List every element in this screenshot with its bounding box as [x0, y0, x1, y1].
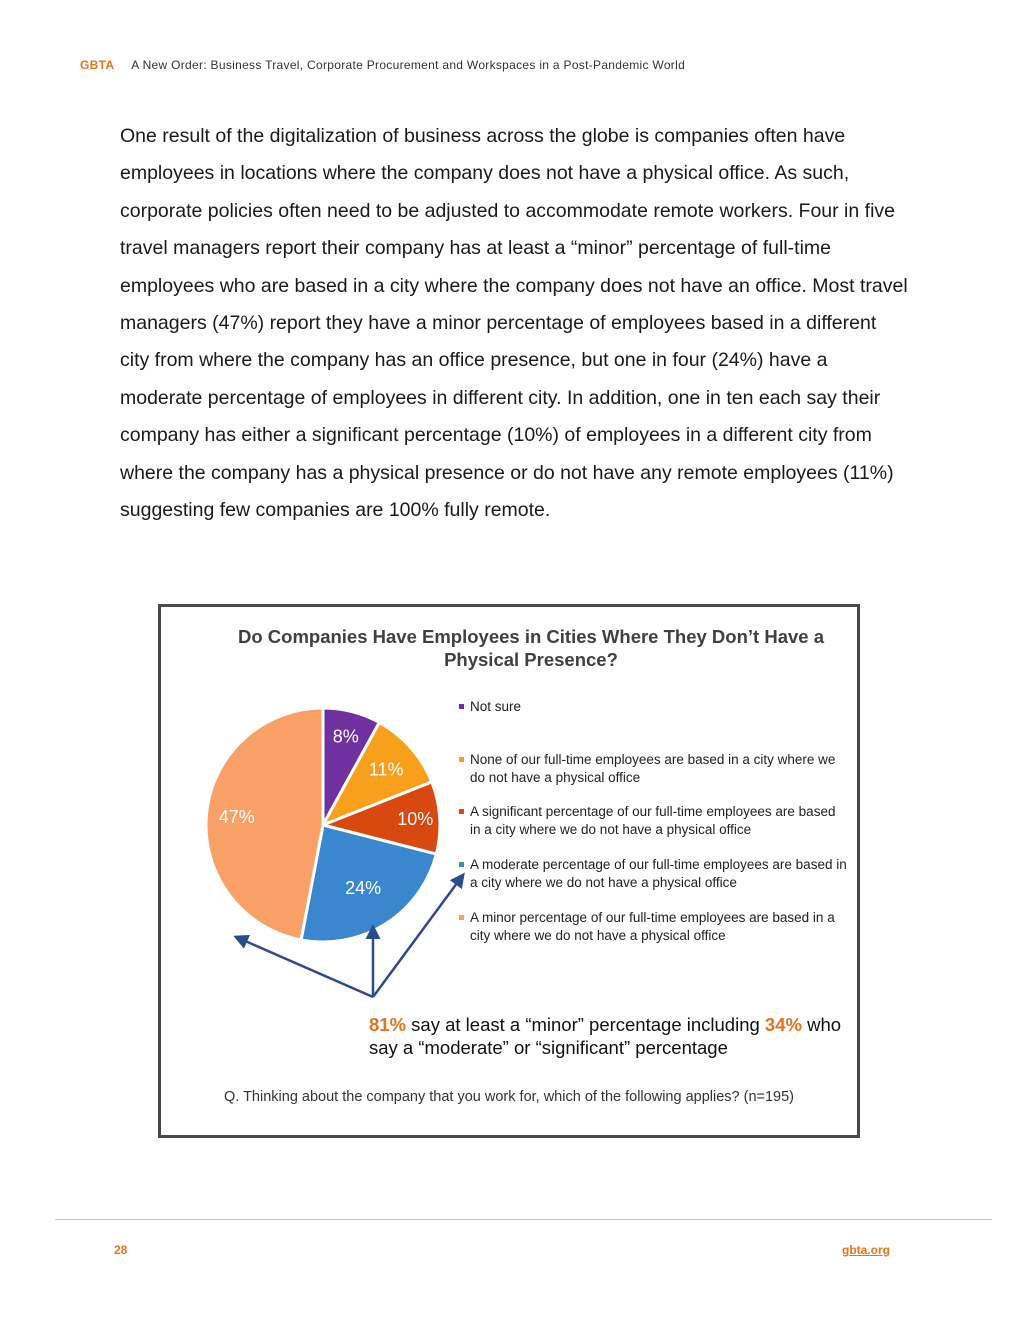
- header-document-title: A New Order: Business Travel, Corporate Procurement and Workspaces in a Post-Pandemic World: [131, 58, 686, 72]
- callout-pct-81: 81%: [369, 1014, 407, 1035]
- pie-slice-label: 8%: [332, 726, 359, 747]
- legend-swatch: [459, 862, 464, 867]
- pie-slice-label: 10%: [397, 809, 434, 830]
- page-header: [80, 58, 685, 72]
- legend-swatch: [459, 809, 464, 814]
- page-number: 28: [114, 1243, 128, 1257]
- callout-pct-34: 34%: [764, 1014, 802, 1035]
- legend-swatch: [459, 704, 464, 709]
- legend-label: A significant percentage of our full-time employees are based in a city where we do not have a physical office: [470, 804, 836, 837]
- pie-slice-label: 24%: [345, 878, 382, 899]
- legend-item: [459, 698, 849, 716]
- legend-label: Not sure: [470, 699, 522, 714]
- callout-text-1: say at least a “minor” percentage including: [406, 1014, 765, 1035]
- pie-slice-label: 11%: [368, 759, 404, 780]
- body-paragraph: One result of the digitalization of business across the globe is companies often have employees in locations where the company does not have a physical office. As such, corporate policies often need to be adjusted to accommodate remote workers. Four in five travel managers report their company has at least a “minor” percentage of full-time employees who are based in a city where the company does not have an office. Most travel managers (47%) report they have a minor percentage of employees based in a different city from where the company has an office presence, but one in four (24%) have a moderate percentage of employees in different city. In addition, one in ten each say their company has either a significant percentage (10%) of employees in a different city from where the company has a physical presence or do not have any remote employees (11%) suggesting few companies are 100% fully remote.: [120, 125, 908, 522]
- header-org: GBTA: [80, 58, 115, 72]
- legend-swatch: [459, 757, 464, 762]
- callout-arrow: [236, 937, 373, 997]
- legend-item: [459, 751, 849, 786]
- callout-text: [369, 1013, 849, 1059]
- legend-label: A minor percentage of our full-time employees are based in a city where we do not have a physical office: [470, 910, 835, 943]
- pie-slices: [206, 708, 440, 942]
- legend-swatch: [459, 915, 464, 920]
- legend-label: A moderate percentage of our full-time employees are based in a city where we do not have a physical office: [470, 857, 847, 890]
- legend-item: [459, 909, 849, 944]
- footer-divider: [55, 1219, 992, 1220]
- pie-slice-label: 47%: [218, 806, 255, 827]
- chart-container: [158, 604, 860, 1138]
- site-link[interactable]: gbta.org: [842, 1243, 890, 1257]
- legend-item: [459, 803, 849, 838]
- chart-title: Do Companies Have Employees in Cities Where They Don’t Have a Physical Presence?: [237, 626, 824, 670]
- legend-label: None of our full-time employees are based in a city where we do not have a physical office: [470, 752, 836, 785]
- callout-text-2: who say a “moderate” or “significant” percentage: [369, 1014, 842, 1058]
- legend-item: [459, 856, 849, 891]
- survey-question: Q. Thinking about the company that you work for, which of the following applies? (n=195): [224, 1089, 794, 1105]
